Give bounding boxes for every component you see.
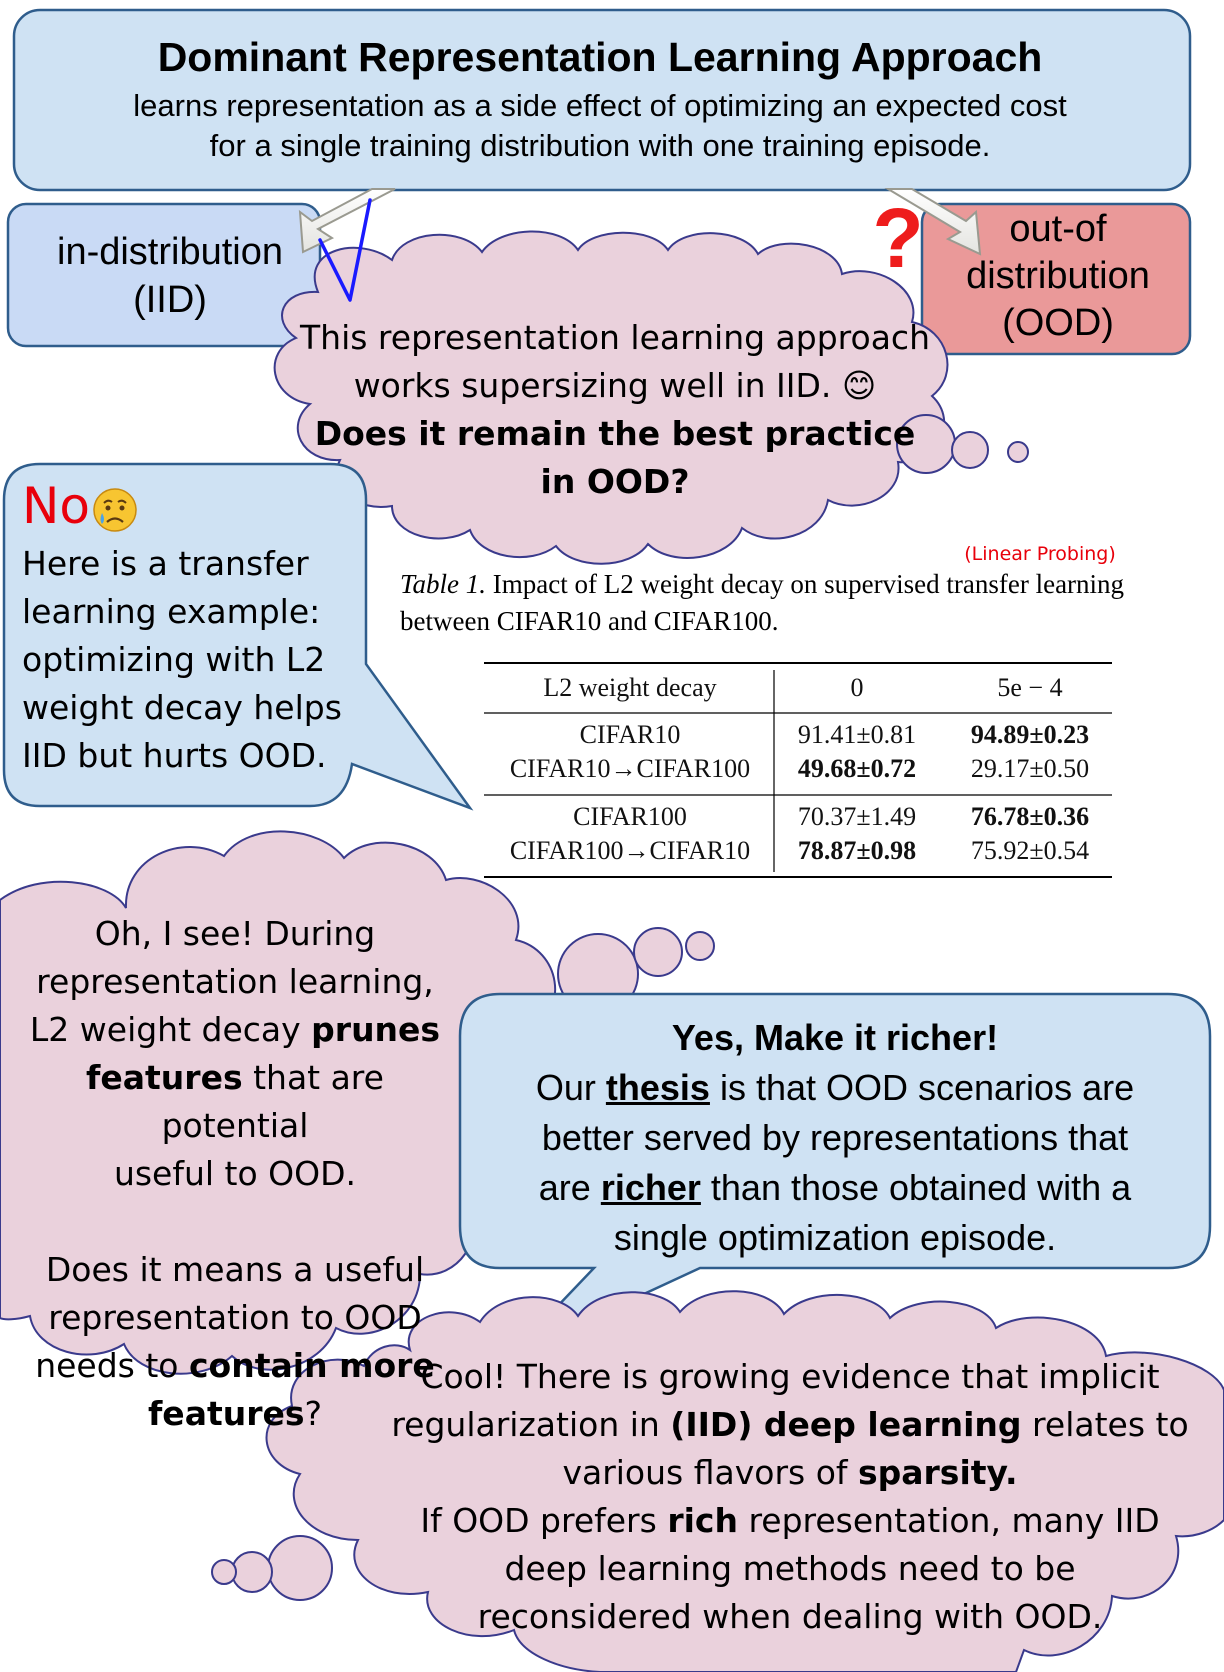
callout-right-richer: richer (600, 1167, 701, 1208)
diagram-title: Dominant Representation Learning Approach (157, 34, 1043, 80)
cloud-bottom-line2-b: (IID) deep learning (670, 1405, 1022, 1444)
table-caption-text1: Impact of L2 weight decay on supervised transfer learning (486, 569, 1125, 599)
callout-right-line4: single optimization episode. (613, 1217, 1057, 1258)
cloud-left-line3-b: prunes (311, 1010, 441, 1049)
cloud-left-bubble-medium (634, 928, 682, 976)
iid-label-line1: in-distribution (57, 231, 283, 273)
callout-right-heading: Yes, Make it richer! (671, 1017, 999, 1058)
cloud-bottom-line4 (390, 1497, 1190, 1545)
callout-right-line1-c: is that OOD scenarios are (709, 1067, 1135, 1108)
linear-probing-note: (Linear Probing) (964, 543, 1116, 565)
callout-left-line2: learning example: (22, 592, 321, 631)
table-caption-line1 (400, 569, 1210, 600)
cloud-bottom-line4-a: If OOD prefers (420, 1501, 668, 1540)
cloud-bottom-line5: deep learning methods need to be (504, 1549, 1076, 1588)
cloud-top-bubble-small (1008, 442, 1028, 462)
cloud-left-line8-a: needs to (35, 1346, 189, 1385)
cloud-bottom-line3-b: sparsity. (858, 1453, 1018, 1492)
cloud-bottom-line4-c: representation, many IID (737, 1501, 1160, 1540)
cloud-bottom-line6: reconsidered when dealing with OOD. (477, 1597, 1103, 1636)
table-row-name: CIFAR10 (579, 720, 681, 749)
cloud-bottom-line3-a: various flavors of (562, 1453, 858, 1492)
cloud-left-bubble-small (686, 932, 714, 960)
table-cell: 91.41±0.81 (797, 720, 917, 749)
callout-right-line1-a: Our (535, 1067, 606, 1108)
ood-label-line2: distribution (966, 255, 1150, 297)
cloud-bottom-line2-a: regularization in (391, 1405, 671, 1444)
cloud-left-line3 (10, 1006, 460, 1054)
cloud-bottom-line1: Cool! There is growing evidence that implicit (420, 1357, 1160, 1396)
callout-left-line1: Here is a transfer (22, 544, 309, 583)
cloud-top-line1: This representation learning approach (300, 318, 930, 357)
cloud-left-line7: representation to OOD (48, 1298, 422, 1337)
ood-label-line1: out-of (1009, 208, 1107, 250)
table-cell-best: 76.78±0.36 (970, 802, 1090, 831)
callout-left-line5: IID but hurts OOD. (22, 736, 327, 775)
iid-label (20, 228, 320, 324)
diagram-subtitle-line2: for a single training distribution with one training episode. (209, 128, 991, 163)
callout-right-line3 (470, 1163, 1200, 1213)
cloud-left-line6: Does it means a useful (45, 1250, 425, 1289)
answer-no: No (22, 477, 90, 535)
callout-right-line3-a: are (538, 1167, 601, 1208)
table-cell: 70.37±1.49 (797, 802, 917, 831)
table-row-name: CIFAR10→CIFAR100 (509, 754, 751, 783)
callout-right-line3-c: than those obtained with a (700, 1167, 1132, 1208)
cloud-bottom-line2-c: relates to (1021, 1405, 1189, 1444)
table-header-col1: 5e − 4 (997, 673, 1063, 702)
cloud-top-line2: works supersizing well in IID. 😊 (353, 366, 877, 405)
cloud-left-line5: useful to OOD. (113, 1154, 357, 1193)
crying-face-icon (92, 487, 138, 533)
table-cell-best: 49.68±0.72 (797, 754, 917, 783)
cloud-bottom-line4-b: rich (667, 1501, 738, 1540)
cloud-left-line4-b: that are potential (161, 1058, 384, 1145)
table-cell-best: 94.89±0.23 (970, 720, 1090, 749)
table-cell: 29.17±0.50 (970, 754, 1090, 783)
table-caption-prefix: Table 1. (400, 569, 487, 599)
cloud-top-bubble-medium (952, 432, 988, 468)
cloud-bottom-text (390, 1353, 1190, 1641)
table-header-setting: L2 weight decay (543, 673, 717, 702)
table-cell-best: 78.87±0.98 (797, 836, 917, 865)
callout-left-line3: optimizing with L2 (22, 640, 326, 679)
cloud-bottom-line2 (390, 1401, 1190, 1449)
cloud-bottom-bubble-large (268, 1536, 332, 1600)
cloud-left-spacer (10, 1198, 460, 1246)
cloud-top-line4: in OOD? (540, 462, 690, 501)
table-row-name: CIFAR100→CIFAR10 (509, 836, 751, 865)
cloud-top-text (285, 314, 945, 506)
table-caption-line2: between CIFAR10 and CIFAR100. (400, 606, 779, 636)
ood-label-line3: (OOD) (1002, 302, 1114, 344)
cloud-bottom-bubble-medium (232, 1552, 272, 1592)
cloud-bottom-line3 (390, 1449, 1190, 1497)
cloud-bottom-bubble-small (212, 1560, 236, 1584)
diagram-subtitle-line1: learns representation as a side effect of optimizing an expected cost (133, 88, 1067, 123)
cloud-left-line4-a: features (86, 1058, 243, 1097)
callout-left-line4: weight decay helps (22, 688, 342, 727)
iid-label-line2: (IID) (133, 279, 207, 321)
question-mark-icon: ? (872, 191, 924, 285)
cloud-top-line3: Does it remain the best practice (314, 414, 916, 453)
callout-right-thesis: thesis (605, 1067, 710, 1108)
cloud-left-line9-a: features (147, 1394, 305, 1433)
callout-right-line2: better served by representations that (541, 1117, 1129, 1158)
cloud-left-line9-b: ? (304, 1394, 323, 1433)
cloud-left-line1: Oh, I see! During (94, 914, 376, 953)
callout-right-line1 (470, 1063, 1200, 1113)
cloud-left-line3-a: L2 weight decay (29, 1010, 312, 1049)
ood-label (930, 206, 1186, 347)
cloud-left-line2: representation learning, (36, 962, 434, 1001)
table-cell: 75.92±0.54 (970, 836, 1090, 865)
table-row-name: CIFAR100 (573, 802, 687, 831)
callout-left-text (22, 540, 362, 780)
cloud-left-line4 (10, 1054, 460, 1150)
callout-right-text (470, 1013, 1200, 1263)
cloud-left-line8-b: contain more (189, 1346, 435, 1385)
table-header-col0: 0 (850, 673, 864, 702)
